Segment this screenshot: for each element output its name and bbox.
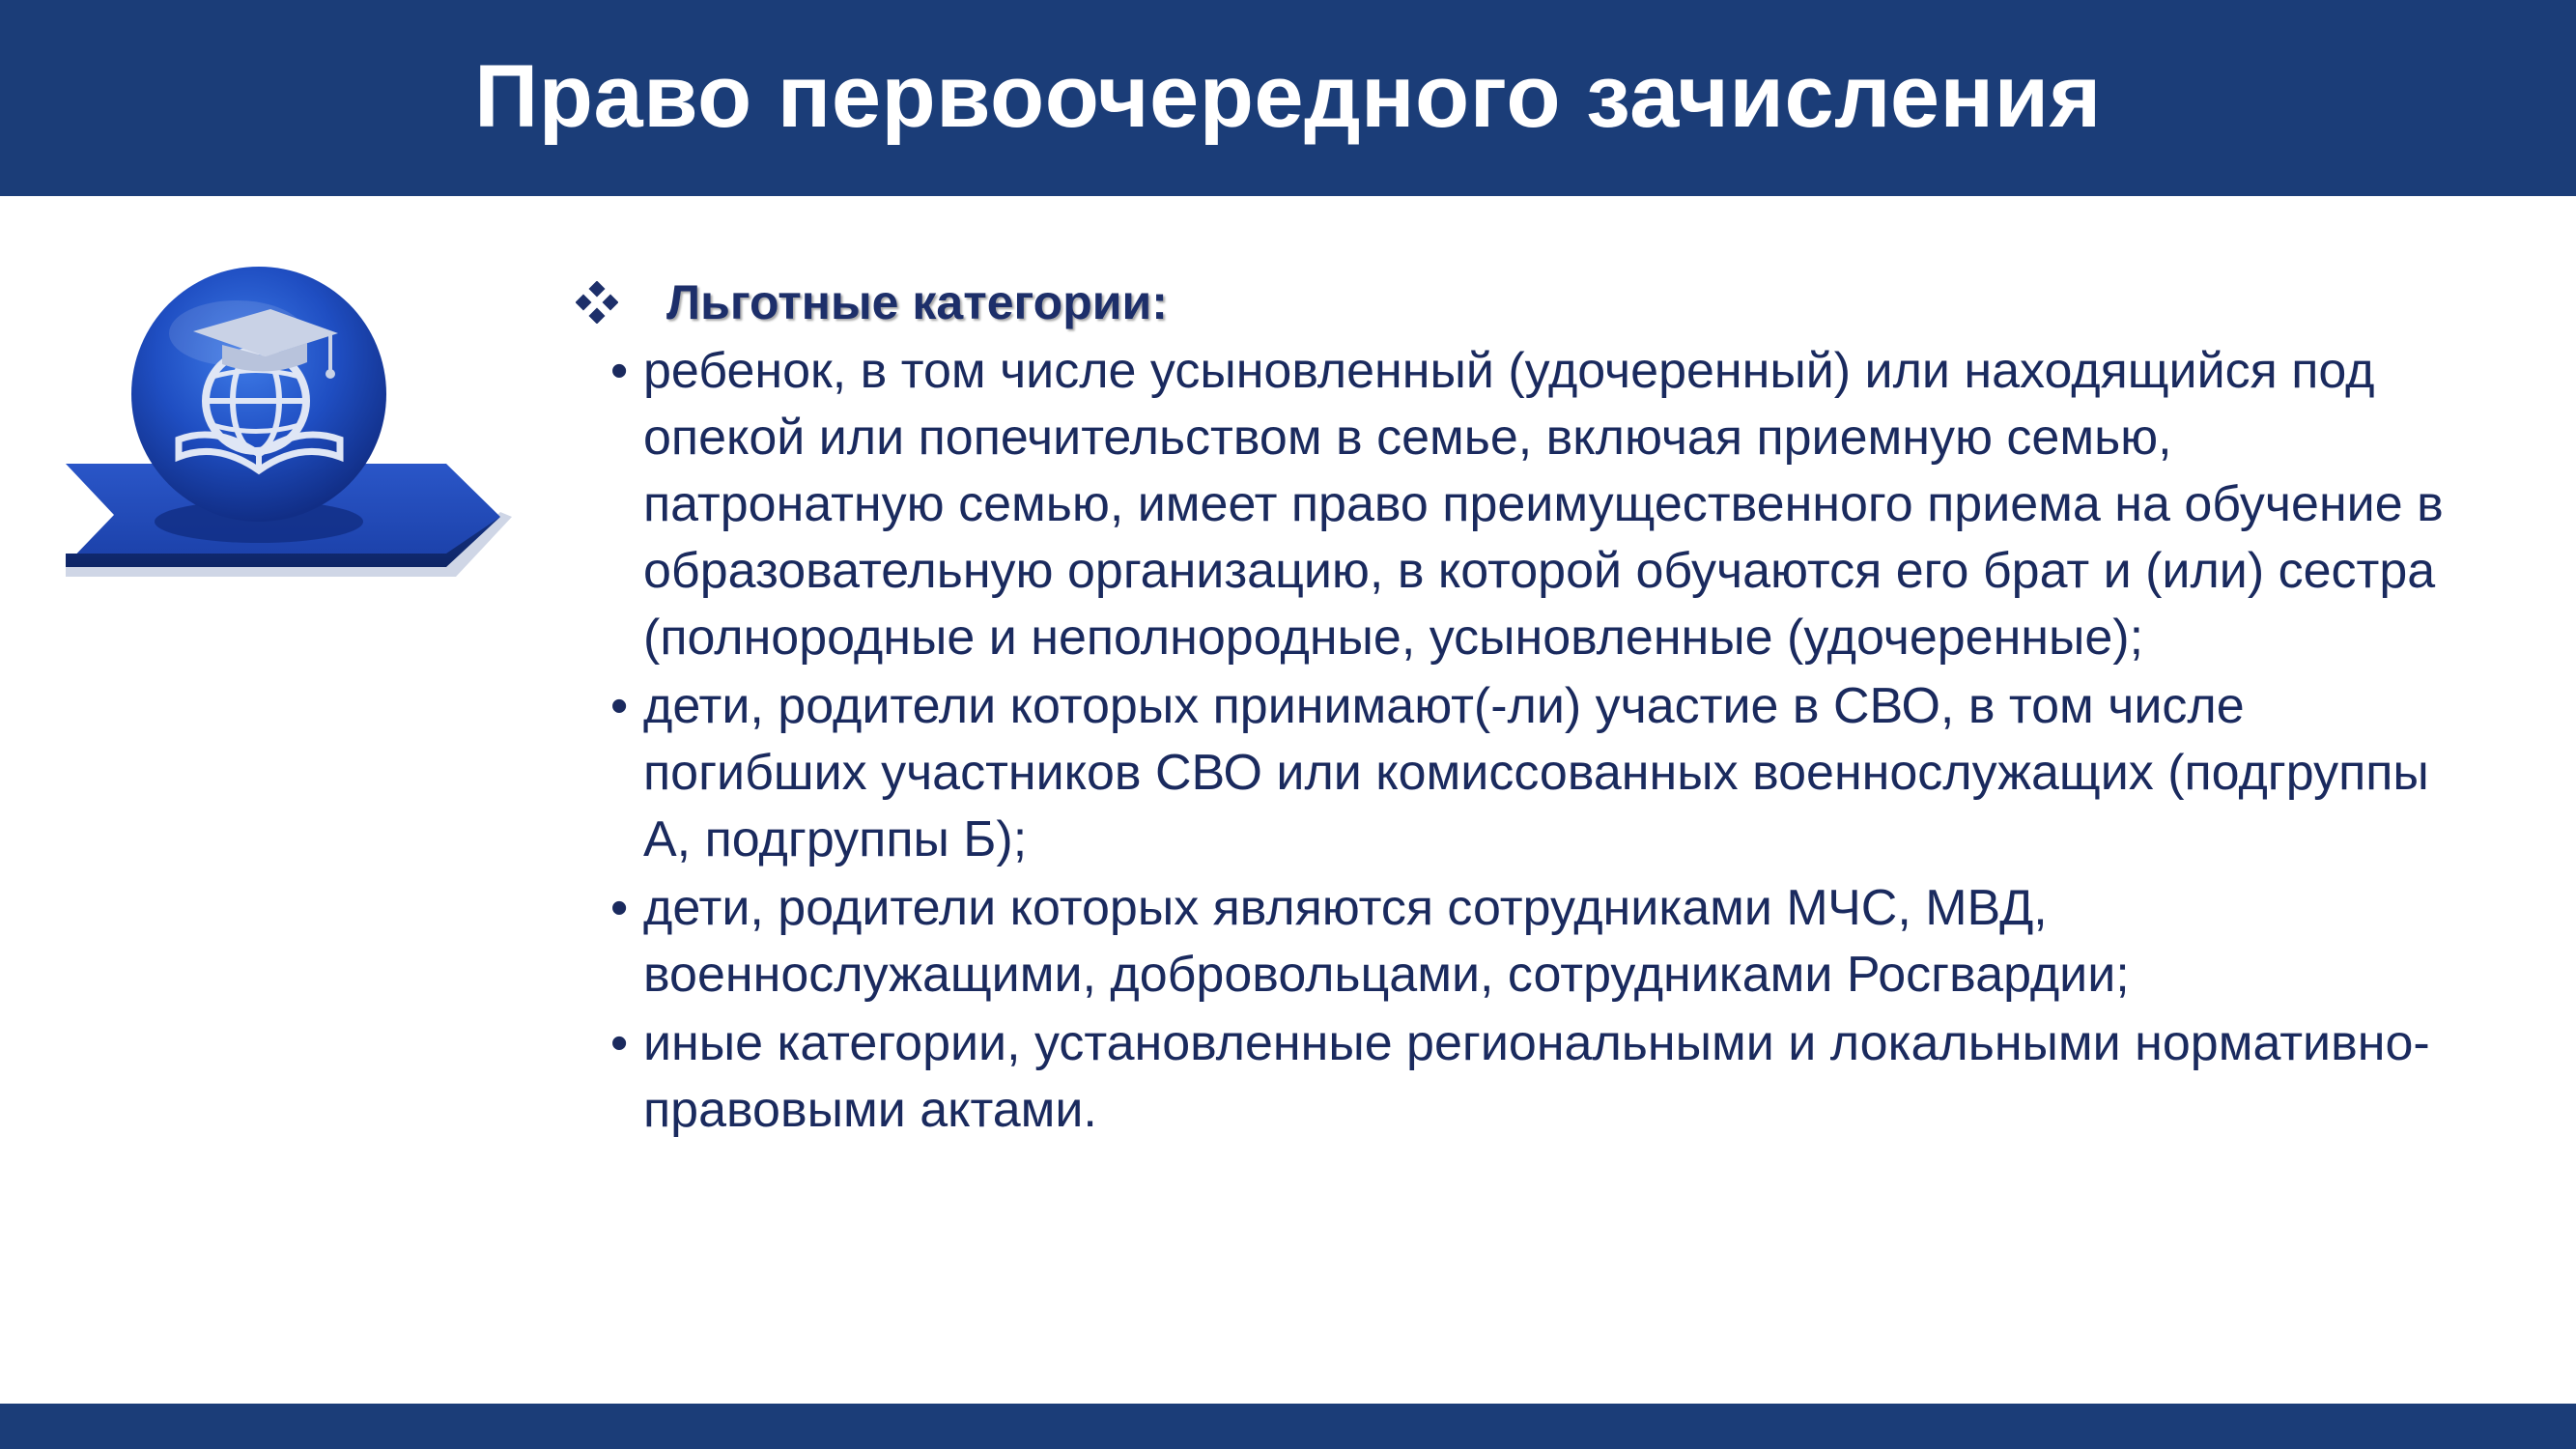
list-item	[576, 1010, 2469, 1144]
list-item-text: дети, родители которых принимают(-ли) участие в СВО, в том числе погибших участников СВО или комиссованных военнослужащих (подгруппы А, подгруппы Б);	[643, 678, 2429, 867]
list-item-text: дети, родители которых являются сотрудниками МЧС, МВД, военнослужащими, добровольцами, сотрудниками Росгвардии;	[643, 880, 2130, 1003]
bullet: •	[610, 343, 629, 399]
bullet: •	[610, 1015, 629, 1071]
list-item	[576, 338, 2469, 671]
bullet: •	[610, 880, 629, 936]
section-heading	[576, 270, 2469, 334]
list-item	[576, 875, 2469, 1009]
section-heading-text: Льготные категории:	[666, 274, 1168, 329]
bullet: •	[610, 678, 629, 734]
graduation-globe-book-icon	[58, 256, 512, 623]
list-item	[576, 673, 2469, 873]
benefit-categories-list	[576, 338, 2469, 1144]
list-item-text: ребенок, в том числе усыновленный (удочеренный) или находящийся под опекой или попечительством в семье, включая приемную семью, патронатную семью, имеет право преимущественного приема на обучение в образовательную организацию, в которой обучаются его брат и (или) сестра (полнородные и неполнородные, усыновленные (удочеренные);	[643, 343, 2444, 666]
list-item-text: иные категории, установленные региональными и локальными нормативно-правовыми актами.	[643, 1015, 2430, 1138]
footer-bar	[0, 1404, 2576, 1449]
benefit-categories-section	[576, 270, 2469, 1146]
slide-title: Право первоочередного зачисления	[474, 47, 2102, 146]
diamond-bullet-icon	[576, 281, 618, 324]
